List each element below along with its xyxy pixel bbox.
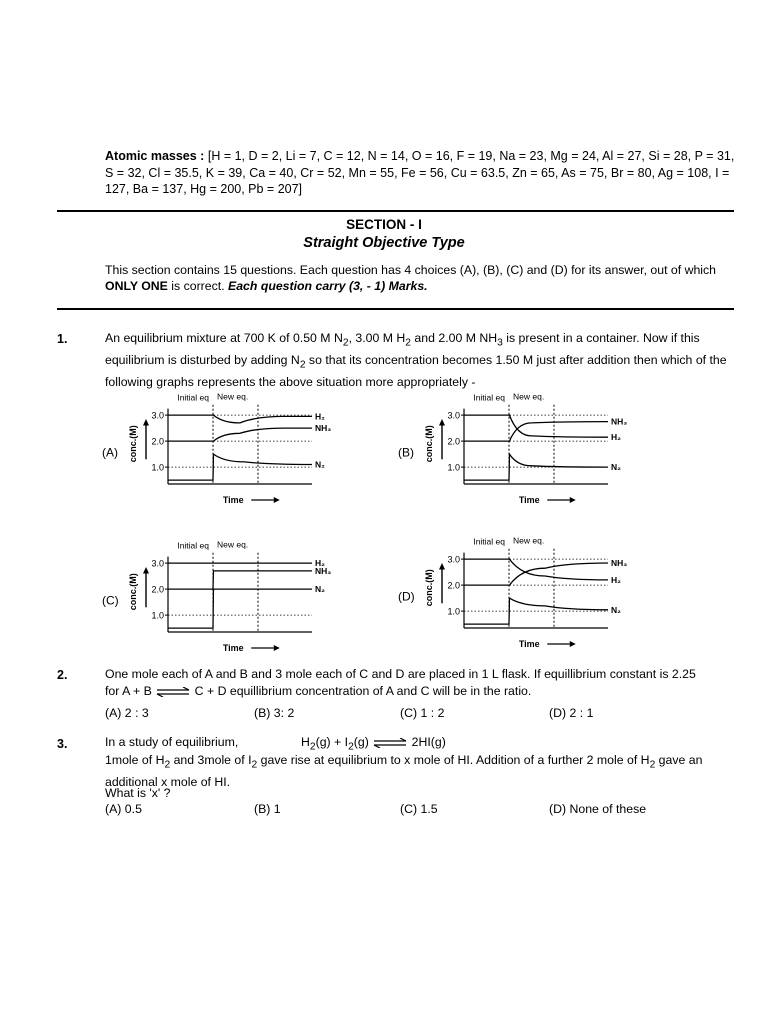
intro-marks: Each question carry (3, - 1) Marks. [228,279,428,293]
atomic-masses-values: [H = 1, D = 2, Li = 7, C = 12, N = 14, O = 16, F = 19, Na = 23, Mg = 24, Al = 27, Si = 28, P = 31, S = 32, Cl = 35.5, K = 39, Ca = 40, Cr = 52, Mn = 55, Fe = 56, Cu = 63.5, Zn = 65, As = 75, Br = 80, Ag = 108, I = 127, Ba = 137, Hg = 200, Pb = 207] [105,149,735,196]
q2-reactants: for A + B [105,684,152,698]
q3-option-a[interactable]: (A) 0.5 [105,802,142,816]
q1-sub: 2 [342,337,349,349]
question-3-equation [301,735,446,752]
series-label-h2: H₂ [315,558,325,569]
phase-label-new: New eq. [513,535,545,546]
graph-option-b [396,384,626,514]
y-tick-label: 2.0 [151,436,164,447]
y-tick-label: 1.0 [447,606,460,617]
q2-option-d[interactable]: (D) 2 : 1 [549,706,594,720]
q1-sub: 2 [405,337,411,349]
section-title: SECTION - I [346,217,422,232]
q2-products: C + D equillibrium concentration of A and C will be in the ratio. [194,684,532,698]
q3-eq-part: H [301,735,310,749]
q2-option-a[interactable]: (A) 2 : 3 [105,706,149,720]
y-axis-label: conc.(M) [424,569,434,607]
q3-eq-part: (g) [353,735,369,749]
intro-only-one: ONLY ONE [105,279,168,293]
graph-option-a [100,384,330,514]
series-line-nh3 [168,428,312,441]
question-2-line-2 [105,684,531,698]
series-label-n2: N₂ [611,604,621,615]
atomic-masses-label: Atomic masses : [105,149,205,163]
q1-text-e: so that its concentration becomes 1.50 M just after addition then which of the following graphs represents the above situation more appropriately - [105,352,727,389]
option-label: (D) [398,589,415,604]
x-label-arrowhead [274,497,280,503]
series-line-nh3 [464,563,608,585]
y-tick-label: 2.0 [447,436,460,447]
x-axis-label: Time [222,643,244,653]
q3-eq-part: (g) + I [315,735,349,749]
intro-text: This section contains 15 questions. Each question has 4 choices (A), (B), (C) and (D) for its answer, out of which [105,263,717,277]
section-intro [105,262,741,294]
equilibrium-arrows-icon [155,687,191,697]
series-label-h2: H₂ [611,432,621,443]
series-label-n2: N₂ [611,462,621,473]
q3-option-d[interactable]: (D) None of these [549,802,647,816]
question-1-text [105,330,741,390]
phase-label-initial: Initial eq [177,392,209,403]
graph-option-d [396,528,626,658]
q1-text-a: An equilibrium mixture at 700 K of 0.50 M N [105,331,343,345]
phase-label-initial: Initial eq [177,540,209,551]
q1-sub: 3 [497,337,503,349]
q3-sub: 2 [649,759,656,771]
atomic-masses [105,148,741,198]
q3-option-c[interactable]: (C) 1.5 [400,802,438,816]
section-subtitle: Straight Objective Type [303,235,465,251]
series-label-h2: H₂ [315,411,325,422]
y-tick-label: 1.0 [151,462,164,473]
x-axis-label: Time [518,639,540,649]
series-line-nh3 [464,422,608,442]
question-number-3: 3. [57,737,68,751]
y-tick-label: 3.0 [447,554,460,565]
series-label-nh3: NH₃ [315,565,332,576]
series-label-n2: N₂ [315,459,325,470]
intro-text-mid: is correct. [167,279,229,293]
graph-option-c [100,532,330,662]
y-axis-label: conc.(M) [424,425,434,463]
q1-text-b: , 3.00 M H [348,331,406,345]
y-tick-label: 3.0 [151,558,164,569]
y-tick-label: 3.0 [151,410,164,421]
y-tick-label: 2.0 [447,580,460,591]
q3-sub: 2 [164,759,171,771]
q1-sub: 2 [299,359,306,371]
q1-text-c: and 2.00 M NH [411,331,498,345]
q3-option-b[interactable]: (B) 1 [254,802,281,816]
series-label-nh3: NH₃ [611,416,628,427]
series-label-n2: N₂ [315,584,325,595]
y-axis-label: conc.(M) [128,573,138,611]
q3-text: gave rise at equilibrium to x mole of HI. Addition of a further 2 mole of H [257,753,650,767]
series-label-h2: H₂ [611,574,621,585]
x-label-arrowhead [570,497,576,503]
series-line-nh3 [168,571,312,589]
phase-label-new: New eq. [513,391,545,402]
q3-text: gave an additional x mole of HI. [105,753,703,789]
q3-eq-product: 2HI(g) [411,735,446,749]
q3-text: and 3mole of I [170,753,252,767]
option-label: (C) [102,593,119,608]
phase-label-initial: Initial eq [473,392,505,403]
x-label-arrowhead [570,641,576,647]
series-line-n2 [168,589,312,628]
phase-label-new: New eq. [217,391,249,402]
question-number-2: 2. [57,668,68,682]
q3-text: 1mole of H [105,753,165,767]
question-3-line-2 [105,752,741,790]
y-axis-label: conc.(M) [128,425,138,463]
question-3-intro: In a study of equilibrium, [105,735,239,749]
y-tick-label: 1.0 [151,610,164,621]
section-top-rule [57,210,734,212]
option-label: (B) [398,445,414,460]
series-label-nh3: NH₃ [611,558,628,568]
phase-label-new: New eq. [217,539,249,550]
x-axis-label: Time [222,495,244,505]
question-number-1: 1. [57,332,68,346]
q1-text-d: is present in a container. Now if this equilibrium is disturbed by adding N [105,331,700,367]
option-label: (A) [102,445,118,460]
x-axis-label: Time [518,495,540,505]
q3-sub: 2 [251,759,258,771]
y-tick-label: 3.0 [447,410,460,421]
y-label-arrowhead [439,563,445,570]
series-line-h2 [464,415,608,437]
y-label-arrowhead [143,567,149,574]
section-bottom-rule [57,308,734,310]
y-tick-label: 2.0 [151,584,164,595]
series-line-h2 [168,415,312,423]
q2-option-b[interactable]: (B) 3: 2 [254,706,295,720]
x-label-arrowhead [274,645,280,651]
equilibrium-arrows-icon [372,738,408,748]
question-2-line-1: One mole each of A and B and 3 mole each of C and D are placed in 1 L flask. If equillibrium constant is 2.25 [105,667,696,681]
y-label-arrowhead [143,419,149,426]
q2-option-c[interactable]: (C) 1 : 2 [400,706,445,720]
question-3-line-3: What is 'x' ? [105,786,171,800]
series-label-nh3: NH₃ [315,423,332,434]
y-tick-label: 1.0 [447,462,460,473]
q3-eq-sub: 2 [348,741,354,753]
y-label-arrowhead [439,419,445,426]
q3-eq-sub: 2 [309,741,316,753]
phase-label-initial: Initial eq [473,536,505,547]
